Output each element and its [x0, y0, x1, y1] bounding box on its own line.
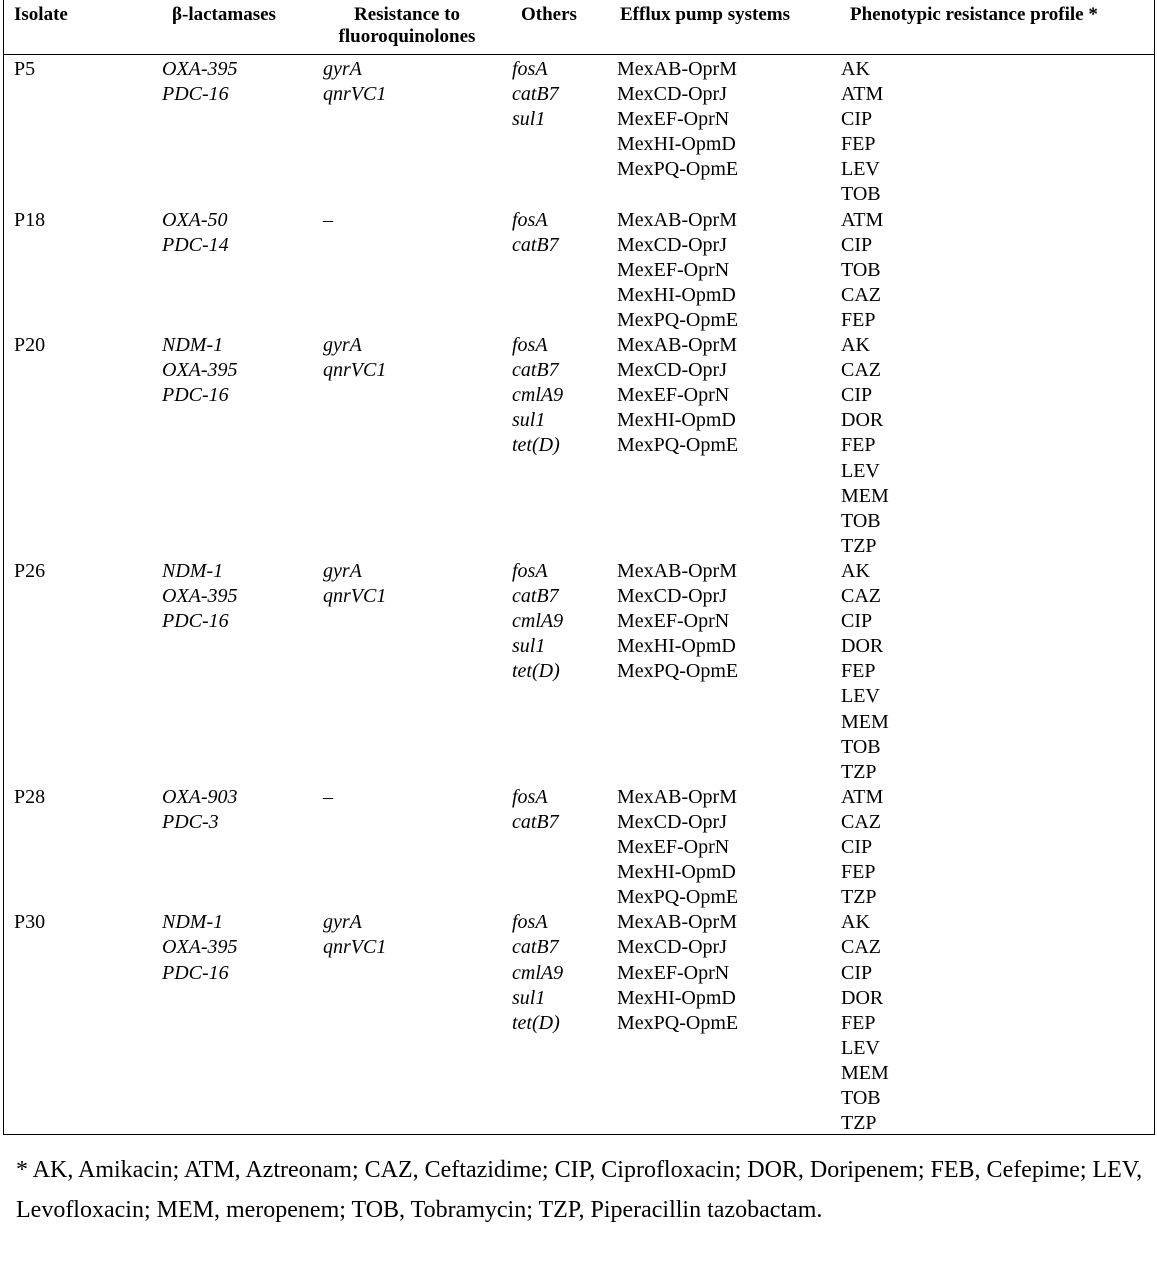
cell-isolate — [14, 208, 45, 233]
cell-isolate — [14, 559, 45, 584]
cell-phenotypic-line: MEM — [841, 484, 889, 507]
cell-others-line: cmlA9 — [512, 961, 564, 984]
cell-phenotypic-line: TOB — [841, 258, 881, 281]
cell-beta-lactamases-line: OXA-395 — [162, 58, 238, 80]
cell-fluoroquinolones — [323, 559, 386, 609]
cell-others-line: sul1 — [512, 409, 546, 432]
cell-fluoroquinolones — [323, 208, 333, 233]
cell-efflux-line: MexCD-OprJ — [617, 359, 727, 382]
cell-beta-lactamases — [162, 910, 238, 985]
cell-phenotypic-line: MEM — [841, 1061, 889, 1084]
cell-phenotypic-line: TZP — [841, 886, 877, 909]
cell-phenotypic-line: DOR — [841, 409, 884, 432]
cell-others-line: catB7 — [512, 83, 559, 106]
cell-efflux-line: MexHI-OpmD — [617, 861, 736, 884]
cell-beta-lactamases-line: NDM-1 — [162, 911, 224, 934]
cell-efflux-line: MexCD-OprJ — [617, 233, 727, 256]
cell-fluoroquinolones-line: qnrVC1 — [323, 585, 387, 608]
cell-phenotypic-line: TOB — [841, 1087, 881, 1110]
cell-phenotypic-line: DOR — [841, 986, 884, 1009]
cell-beta-lactamases-line: NDM-1 — [162, 334, 224, 357]
cell-others — [512, 333, 563, 458]
cell-efflux-line: MexAB-OprM — [617, 334, 737, 357]
cell-fluoroquinolones-line: – — [323, 785, 333, 808]
cell-efflux — [617, 559, 738, 684]
cell-phenotypic-line: FEP — [841, 1011, 876, 1034]
cell-beta-lactamases-line: OXA-50 — [162, 208, 228, 231]
cell-isolate-line: P30 — [14, 911, 46, 934]
cell-phenotypic-line: CIP — [841, 961, 873, 984]
table-row — [4, 57, 1154, 208]
cell-phenotypic-line: TOB — [841, 183, 881, 206]
cell-efflux-line: MexEF-OprN — [617, 961, 730, 984]
cell-phenotypic-line: FEP — [841, 861, 876, 884]
cell-phenotypic-line: CIP — [841, 836, 873, 859]
cell-others — [512, 910, 563, 1035]
cell-phenotypic — [841, 57, 883, 208]
header-beta-lactamases: β-lactamases — [172, 4, 276, 25]
cell-phenotypic-line: CAZ — [841, 283, 881, 306]
cell-beta-lactamases-line: OXA-395 — [162, 359, 238, 382]
cell-fluoroquinolones-line: gyrA — [323, 58, 362, 80]
cell-isolate-line: P5 — [14, 58, 36, 80]
cell-phenotypic — [841, 333, 889, 559]
cell-phenotypic-line: TZP — [841, 760, 877, 783]
cell-efflux-line: MexAB-OprM — [617, 208, 737, 231]
cell-phenotypic-line: TZP — [841, 534, 877, 557]
cell-efflux — [617, 208, 738, 333]
cell-phenotypic-line: LEV — [841, 459, 880, 482]
cell-phenotypic — [841, 910, 889, 1136]
cell-fluoroquinolones — [323, 333, 386, 383]
cell-phenotypic-line: FEP — [841, 133, 876, 156]
cell-others-line: cmlA9 — [512, 384, 564, 407]
cell-efflux-line: MexPQ-OpmE — [617, 886, 739, 909]
cell-efflux-line: MexPQ-OpmE — [617, 158, 739, 181]
cell-efflux-line: MexAB-OprM — [617, 785, 737, 808]
cell-phenotypic-line: CIP — [841, 233, 873, 256]
cell-phenotypic-line: CAZ — [841, 936, 881, 959]
cell-phenotypic-line: CAZ — [841, 810, 881, 833]
cell-efflux-line: MexHI-OpmD — [617, 409, 736, 432]
header-divider — [4, 54, 1154, 55]
table-row — [4, 559, 1154, 785]
cell-others-line: sul1 — [512, 986, 546, 1009]
cell-others-line: fosA — [512, 208, 548, 231]
cell-isolate-line: P20 — [14, 334, 46, 357]
cell-beta-lactamases — [162, 57, 238, 107]
cell-efflux-line: MexEF-OprN — [617, 836, 730, 859]
cell-fluoroquinolones — [323, 785, 333, 810]
table-row — [4, 785, 1154, 911]
cell-efflux-line: MexAB-OprM — [617, 58, 737, 80]
cell-efflux-line: MexCD-OprJ — [617, 585, 727, 608]
cell-others-line: fosA — [512, 334, 548, 357]
cell-beta-lactamases-line: PDC-16 — [162, 83, 229, 106]
header-others: Others — [521, 4, 577, 25]
table-footnote: * AK, Amikacin; ATM, Aztreonam; CAZ, Ceftazidime; CIP, Ciprofloxacin; DOR, Doripenem; FEB, Cefepime; LEV, Levofloxacin; MEM, meropenem; TOB, Tobramycin; TZP, Piperacillin tazobactam. — [16, 1157, 1143, 1223]
cell-phenotypic-line: AK — [841, 334, 870, 357]
cell-phenotypic-line: FEP — [841, 434, 876, 457]
cell-isolate-line: P18 — [14, 208, 46, 231]
cell-phenotypic-line: CIP — [841, 384, 873, 407]
cell-others — [512, 57, 559, 132]
cell-others — [512, 785, 559, 835]
cell-efflux-line: MexCD-OprJ — [617, 810, 727, 833]
table-row — [4, 910, 1154, 1136]
cell-efflux-line: MexPQ-OpmE — [617, 660, 739, 683]
cell-isolate — [14, 57, 35, 82]
cell-phenotypic-line: MEM — [841, 710, 889, 733]
cell-others-line: catB7 — [512, 936, 559, 959]
cell-efflux-line: MexPQ-OpmE — [617, 1011, 739, 1034]
cell-phenotypic-line: FEP — [841, 660, 876, 683]
cell-beta-lactamases-line: OXA-395 — [162, 936, 238, 959]
cell-fluoroquinolones-line: qnrVC1 — [323, 936, 387, 959]
cell-efflux — [617, 785, 738, 910]
cell-others-line: cmlA9 — [512, 610, 564, 633]
cell-phenotypic-line: ATM — [841, 208, 884, 231]
cell-efflux-line: MexPQ-OpmE — [617, 434, 739, 457]
cell-phenotypic-line: DOR — [841, 635, 884, 658]
cell-others-line: fosA — [512, 911, 548, 934]
cell-beta-lactamases-line: PDC-16 — [162, 961, 229, 984]
header-efflux: Efflux pump systems — [620, 4, 790, 25]
cell-fluoroquinolones-line: gyrA — [323, 911, 362, 934]
resistance-table — [3, 0, 1155, 1135]
cell-efflux-line: MexHI-OpmD — [617, 635, 736, 658]
cell-beta-lactamases-line: PDC-14 — [162, 233, 229, 256]
cell-phenotypic-line: TZP — [841, 1112, 877, 1135]
cell-isolate — [14, 910, 45, 935]
cell-efflux-line: MexCD-OprJ — [617, 83, 727, 106]
cell-efflux-line: MexEF-OprN — [617, 258, 730, 281]
cell-others-line: sul1 — [512, 635, 546, 658]
cell-fluoroquinolones-line: gyrA — [323, 334, 362, 357]
cell-phenotypic-line: ATM — [841, 785, 884, 808]
cell-beta-lactamases — [162, 333, 238, 408]
cell-others-line: catB7 — [512, 359, 559, 382]
cell-beta-lactamases — [162, 559, 238, 634]
table-row — [4, 208, 1154, 334]
cell-efflux — [617, 333, 738, 458]
cell-efflux-line: MexEF-OprN — [617, 610, 730, 633]
cell-beta-lactamases-line: NDM-1 — [162, 560, 224, 582]
cell-others-line: tet(D) — [512, 434, 560, 457]
cell-beta-lactamases — [162, 208, 229, 258]
cell-efflux-line: MexHI-OpmD — [617, 133, 736, 156]
cell-isolate-line: P26 — [14, 560, 46, 582]
header-fluoroquinolones — [322, 4, 492, 48]
cell-phenotypic — [841, 785, 883, 910]
cell-efflux-line: MexHI-OpmD — [617, 986, 736, 1009]
cell-beta-lactamases-line: PDC-3 — [162, 810, 219, 833]
cell-phenotypic-line: CAZ — [841, 585, 881, 608]
cell-efflux-line: MexEF-OprN — [617, 108, 730, 131]
cell-phenotypic — [841, 208, 883, 333]
cell-beta-lactamases — [162, 785, 238, 835]
cell-others-line: fosA — [512, 785, 548, 808]
cell-efflux-line: MexEF-OprN — [617, 384, 730, 407]
cell-efflux-line: MexHI-OpmD — [617, 283, 736, 306]
cell-fluoroquinolones — [323, 910, 386, 960]
cell-phenotypic-line: FEP — [841, 308, 876, 331]
cell-phenotypic-line: AK — [841, 58, 870, 80]
cell-isolate — [14, 785, 45, 810]
cell-efflux — [617, 910, 738, 1035]
cell-phenotypic — [841, 559, 889, 785]
cell-fluoroquinolones-line: qnrVC1 — [323, 83, 387, 106]
cell-phenotypic-line: TOB — [841, 509, 881, 532]
cell-isolate — [14, 333, 45, 358]
cell-efflux-line: MexAB-OprM — [617, 560, 737, 582]
cell-others-line: catB7 — [512, 810, 559, 833]
header-isolate: Isolate — [14, 4, 68, 25]
cell-phenotypic-line: LEV — [841, 685, 880, 708]
cell-others — [512, 208, 559, 258]
cell-efflux-line: MexCD-OprJ — [617, 936, 727, 959]
cell-others-line: catB7 — [512, 585, 559, 608]
cell-beta-lactamases-line: PDC-16 — [162, 384, 229, 407]
header-fluoroquinolones-line1: Resistance to — [353, 4, 461, 25]
cell-efflux-line: MexPQ-OpmE — [617, 308, 739, 331]
cell-phenotypic-line: LEV — [841, 158, 880, 181]
cell-fluoroquinolones-line: gyrA — [323, 560, 362, 582]
cell-beta-lactamases-line: OXA-903 — [162, 785, 238, 808]
cell-fluoroquinolones — [323, 57, 386, 107]
cell-phenotypic-line: CIP — [841, 610, 873, 633]
cell-others-line: fosA — [512, 58, 548, 80]
cell-others — [512, 559, 563, 684]
cell-beta-lactamases-line: PDC-16 — [162, 610, 229, 633]
cell-phenotypic-line: LEV — [841, 1036, 880, 1059]
cell-isolate-line: P28 — [14, 785, 46, 808]
cell-phenotypic-line: AK — [841, 911, 870, 934]
cell-others-line: fosA — [512, 560, 548, 582]
cell-efflux — [617, 57, 738, 182]
cell-others-line: sul1 — [512, 108, 546, 131]
cell-beta-lactamases-line: OXA-395 — [162, 585, 238, 608]
cell-fluoroquinolones-line: qnrVC1 — [323, 359, 387, 382]
cell-fluoroquinolones-line: – — [323, 208, 333, 231]
cell-others-line: tet(D) — [512, 1011, 560, 1034]
cell-phenotypic-line: CAZ — [841, 359, 881, 382]
cell-others-line: tet(D) — [512, 660, 560, 683]
cell-phenotypic-line: AK — [841, 560, 870, 582]
cell-others-line: catB7 — [512, 233, 559, 256]
cell-efflux-line: MexAB-OprM — [617, 911, 737, 934]
cell-phenotypic-line: CIP — [841, 108, 873, 131]
table-row — [4, 333, 1154, 559]
cell-phenotypic-line: ATM — [841, 83, 884, 106]
cell-phenotypic-line: TOB — [841, 735, 881, 758]
header-phenotypic: Phenotypic resistance profile * — [850, 4, 1098, 25]
header-fluoroquinolones-line2: fluoroquinolones — [338, 26, 476, 47]
